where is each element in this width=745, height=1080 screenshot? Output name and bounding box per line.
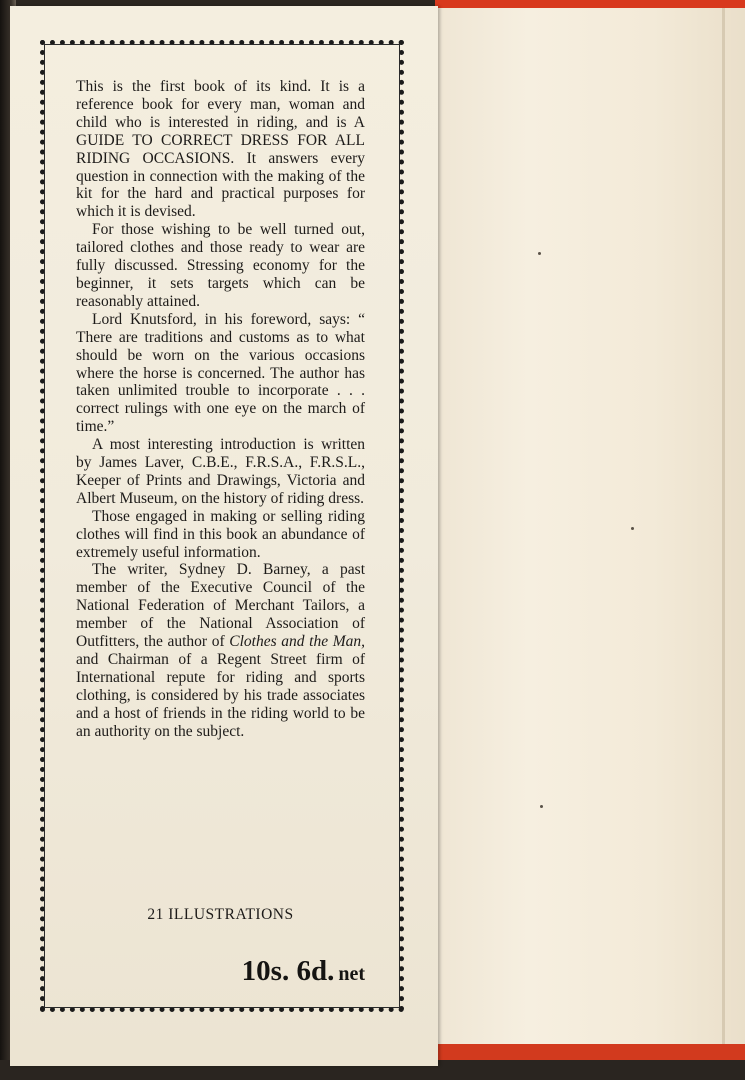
blurb-paragraph-6 bbox=[76, 561, 365, 740]
price-suffix: net bbox=[338, 963, 365, 985]
blurb-p1-caps: A GUIDE TO CORRECT DRESS FOR ALL RIDING OCCASIONS. bbox=[76, 113, 365, 167]
blurb-paragraph-3: Lord Knutsford, in his foreword, says: “ There are traditions and customs as to what should be worn on the various occasions where the horse is concerned. The author has taken unlimited trouble to incorporate . . . correct rulings with one eye on the march of time.” bbox=[76, 310, 365, 436]
blurb-paragraph-4: A most interesting introduction is written by James Laver, C.B.E., F.R.S.A., F.R.S.L., Keeper of Prints and Drawings, Victoria and Albert Museum, on the history of riding dress. bbox=[76, 436, 365, 507]
paper-speck bbox=[538, 252, 541, 255]
paper-speck bbox=[631, 527, 634, 530]
blurb-p1-end: It answers every question in connection with the making of the kit for the hard and practical purposes for which it is devised. bbox=[76, 149, 365, 221]
book-title-italic: Clothes and the Man, bbox=[229, 633, 365, 651]
illustrations-count: 21 ILLUSTRATIONS bbox=[147, 906, 294, 923]
blurb-paragraph-5: Those engaged in making or selling riding clothes will find in this book an abundance of extremely useful information. bbox=[76, 507, 365, 561]
blurb-p6-start: The writer, Sydney D. Barney, a past member of the Executive Council of the National Federation of Merchant Tailors, a member of the National Association of Outfitters, the author of bbox=[76, 561, 365, 651]
price-label bbox=[76, 955, 365, 988]
blurb-p6-end: and Chairman of a Regent Street firm of International repute for riding and sports clothing, is considered by his trade associates and a host of friends in the riding world to be an authority on the subject. bbox=[76, 651, 365, 740]
back-cover-board bbox=[436, 8, 745, 1046]
blurb-paragraph-2: For those wishing to be well turned out, tailored clothes and those ready to wear are fully discussed. Stressing economy for the beginner, it sets targets which can be reasonably attained. bbox=[76, 221, 365, 310]
blurb-paragraph-1 bbox=[76, 78, 365, 221]
board-fold-line bbox=[722, 8, 725, 1046]
blurb-p1-start: This is the first book of its kind. It is a reference book for every man, woman and child who is interested in riding, and is bbox=[76, 78, 365, 131]
blurb-text bbox=[76, 78, 365, 741]
price-amount: 10s. 6d. bbox=[241, 955, 335, 987]
paper-speck bbox=[540, 805, 543, 808]
